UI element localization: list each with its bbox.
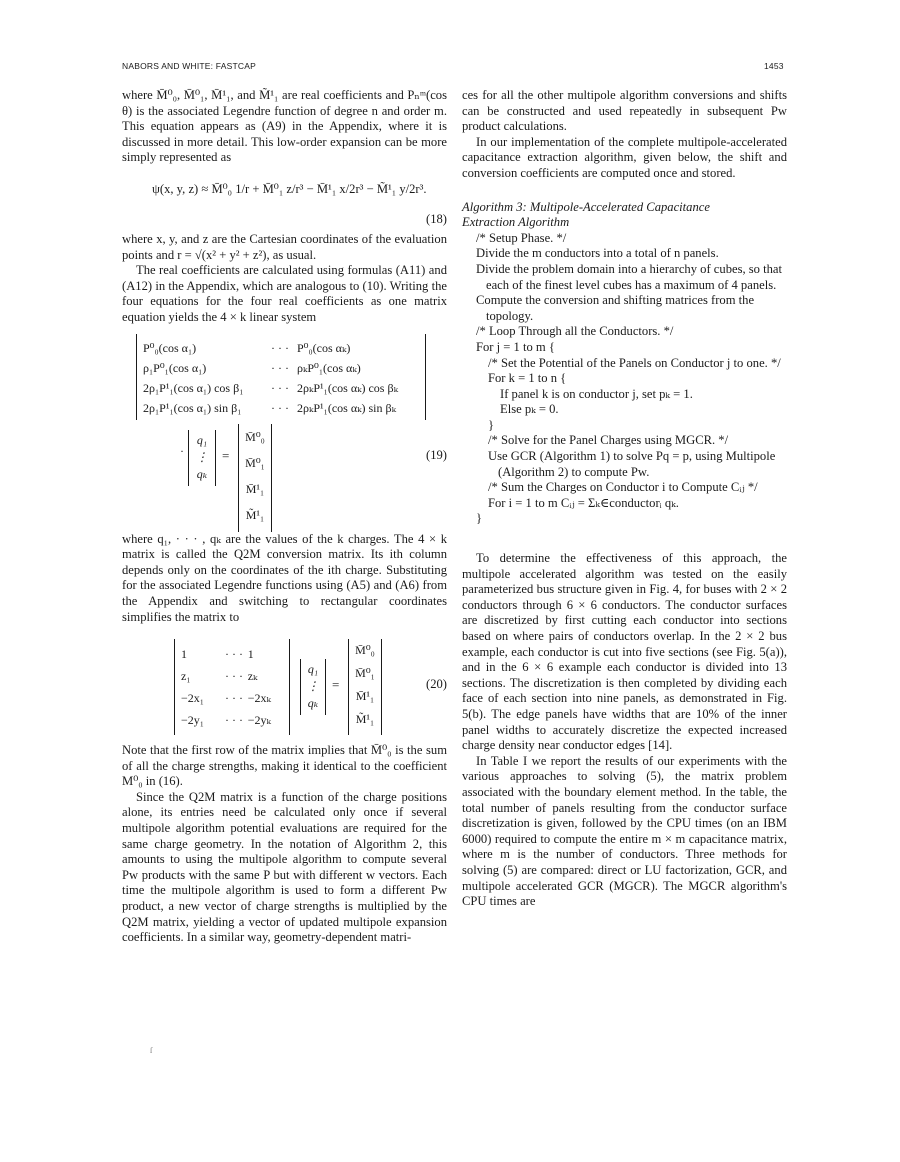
matrix-cell: · · · — [271, 400, 289, 415]
alg-line: /* Set the Potential of the Panels on Conductor j to one. */ — [488, 355, 781, 370]
matrix-cell: ρₖP⁰₁(cos αₖ) — [297, 360, 361, 375]
paragraph: To determine the effectiveness of this approach, the multipole accelerated algorithm was tested on the easily parameterized bus structure given in Fig. 4, for buses with 2 × 2 conductors through 6 × 6 conductors. The conductor surfaces are discretized by first cutting each conductor into sections based on where pairs of conductors overlap. In the 2 × 2 bus example, each conductor is cut into five sections (see Fig. 5(a)), and in the 6 × 6 example each conductor is divided into 13 sections. The discretization is then completed by dividing each face of each section into nine panels, as demonstrated in Fig. 5(b). The edge panels have widths that are 10% of the inner panel widths to accurately discretize the expected increased charge density near conductor edges [14]. — [462, 551, 787, 753]
alg-line: /* Loop Through all the Conductors. */ — [476, 324, 674, 339]
algorithm-title-line: Algorithm 3: Multipole-Accelerated Capacitance — [462, 199, 710, 214]
alg-line: Compute the conversion and shifting matrices from the topology. — [476, 293, 755, 323]
matrix-cell: · · · — [224, 669, 243, 684]
page-number: 1453 — [764, 61, 784, 71]
alg-line: } — [476, 511, 483, 526]
equation-number: (20) — [426, 677, 447, 692]
rect-matrix — [174, 639, 290, 735]
alg-line: Divide the problem domain into a hierarchy of cubes, so that each of the finest level cubes has a maximum of 4 panels. — [476, 261, 783, 292]
equation-19 — [122, 334, 447, 544]
matrix-row — [181, 665, 283, 687]
charge-vector — [300, 659, 326, 715]
multiply-dot: · — [180, 443, 184, 458]
paragraph: where q₁, · · · , qₖ are the values of the k charges. The 4 × k matrix is called the Q2M conversion matrix. Its ith column depends only on the coordinates of the ith charge. Substituting for the associated Legendre functions using (A5) and (A6) from the Appendix and switching to rectangular coordinates simplifies the matrix to — [122, 531, 447, 624]
matrix-cell: 2ρₖP¹₁(cos αₖ) cos βₖ — [297, 380, 398, 395]
scan-mark: ſ — [150, 1046, 153, 1055]
matrix-cell: 2ρ₁P¹₁(cos α₁) cos β₁ — [143, 380, 244, 395]
matrix-cell: 2ρₖP¹₁(cos αₖ) sin βₖ — [297, 400, 396, 415]
matrix-cell: P⁰₀(cos αₖ) — [297, 340, 351, 355]
coef-m01: M̄⁰₁ — [355, 666, 375, 681]
charge-vector — [188, 430, 216, 486]
alg-line: /* Solve for the Panel Charges using MGCR. */ — [488, 433, 729, 448]
alg-line: /* Setup Phase. */ — [476, 230, 567, 245]
right-column — [462, 88, 787, 910]
matrix-row — [143, 378, 419, 398]
algorithm-title — [462, 200, 787, 231]
coef-m01: M̄⁰₁ — [245, 455, 265, 470]
matrix-row — [143, 338, 419, 358]
paragraph: ces for all the other multipole algorithm conversions and shifts can be constructed and used repeatedly in subsequent Pw product calculations. — [462, 88, 787, 134]
vdots: ⋮ — [307, 679, 319, 694]
matrix-cell: · · · — [224, 691, 243, 706]
matrix-cell: z₁ — [181, 669, 191, 684]
charge-qk: qₖ — [196, 466, 208, 481]
equation-body: ψ(x, y, z) ≈ M̄⁰₀ 1/r + M̄⁰₁ z/r³ − M̄¹₁ x/2r³ − M̃¹₁ y/2r³. — [152, 181, 427, 196]
alg-line: For i = 1 to m Cᵢⱼ = Σₖ∈conductorᵢ qₖ. — [488, 495, 679, 510]
q2m-matrix — [136, 334, 426, 420]
matrix-cell: −2y₁ — [181, 713, 204, 728]
matrix-row — [181, 643, 283, 665]
equals-sign: = — [332, 677, 340, 693]
coef-m11-tilde: M̃¹₁ — [355, 712, 375, 727]
algorithm-title-line: Extraction Algorithm — [462, 215, 570, 230]
equation-20 — [122, 639, 447, 739]
alg-line: Else pₖ = 0. — [500, 402, 559, 417]
matrix-cell: · · · — [271, 380, 289, 395]
coef-m11-tilde: M̃¹₁ — [245, 507, 265, 522]
alg-line: /* Sum the Charges on Conductor i to Compute Cᵢⱼ */ — [488, 480, 758, 495]
coef-m00: M̄⁰₀ — [245, 429, 265, 444]
paragraph: where x, y, and z are the Cartesian coordinates of the evaluation points and r = √(x² + y² + z²), as usual. — [122, 231, 447, 262]
matrix-cell: · · · — [271, 340, 289, 355]
paragraph: where M̄⁰₀, M̄⁰₁, M̄¹₁, and M̃¹₁ are real coefficients and Pₙᵐ(cos θ) is the associated Legendre function of degree n and order m. This equation appears as (A9) in the Appendix, where it is discussed in more detail. This low-order expansion can be more simply represented as — [122, 88, 447, 165]
paragraph: In Table I we report the results of our experiments with the various approaches to solving (5), the matrix problem associated with the boundary element method. In the table, the total number of panels resulting from the conductor surface discretization is given, followed by the CPU times (on an IBM 6000) required to compute the entire m × m capacitance matrix, where m is the number of conductors. Three methods for solving (5) are compared: direct or LU factorization, GCR, and multipole accelerated GCR (MGCR). The MGCR algorithm's CPU times are — [462, 753, 787, 909]
charge-q1: q₁ — [196, 432, 208, 447]
equation-number: (19) — [426, 447, 447, 462]
coefficient-vector — [238, 424, 272, 532]
running-header: NABORS AND WHITE: FASTCAP — [122, 61, 256, 71]
matrix-cell: · · · — [224, 713, 243, 728]
algorithm-listing — [462, 231, 787, 527]
matrix-cell: 1 — [247, 647, 254, 662]
paragraph: In our implementation of the complete multipole-accelerated capacitance extraction algorithm, given below, the shift and conversion coefficients are computed once and stored. — [462, 134, 787, 180]
equals-sign: = — [222, 447, 230, 463]
alg-line: For j = 1 to m { — [476, 339, 555, 354]
coef-m00: M̄⁰₀ — [355, 643, 375, 658]
equation-18 — [122, 172, 447, 226]
charge-qk: qₖ — [307, 696, 319, 711]
matrix-cell: 2ρ₁P¹₁(cos α₁) sin β₁ — [143, 400, 242, 415]
alg-line: Use GCR (Algorithm 1) to solve Pq = p, using Multipole (Algorithm 2) to compute Pw. — [488, 449, 776, 479]
matrix-row — [181, 709, 283, 731]
matrix-cell: zₖ — [247, 669, 258, 684]
alg-line: Divide the m conductors into a total of n panels. — [476, 246, 719, 261]
matrix-cell: ρ₁P⁰₁(cos α₁) — [143, 360, 207, 375]
coef-m11: M̄¹₁ — [355, 689, 375, 704]
matrix-row — [143, 398, 419, 418]
paragraph: Note that the first row of the matrix implies that M̄⁰₀ is the sum of all the charge strengths, making it identical to the coefficient M⁰₀ in (16). — [122, 743, 447, 789]
alg-line: If panel k is on conductor j, set pₖ = 1. — [500, 386, 693, 401]
coef-m11: M̄¹₁ — [245, 481, 265, 496]
paragraph: Since the Q2M matrix is a function of the charge positions alone, its entries need be calculated only once if several multipole algorithm potential evaluations are required for the same charge geometry. In the notation of Algorithm 2, this amounts to using the multipole algorithm to compute several Pw products with the same P but with different w vectors. Each time the multipole algorithm is used to form a different Pw product, a new vector of charge strengths is multiplied by the Q2M matrix, yielding a vector of updated multipole expansion coefficients. In a similar way, geometry-dependent matri- — [122, 789, 447, 945]
matrix-cell: −2yₖ — [247, 713, 271, 728]
matrix-row — [181, 687, 283, 709]
matrix-cell: · · · — [224, 647, 243, 662]
alg-line: } — [488, 417, 495, 432]
matrix-cell: −2x₁ — [181, 691, 204, 706]
coefficient-vector — [348, 639, 382, 735]
matrix-cell: · · · — [271, 360, 289, 375]
matrix-cell: P⁰₀(cos α₁) — [143, 340, 197, 355]
paragraph: The real coefficients are calculated using formulas (A11) and (A12) in the Appendix, which are analogous to (10). Writing the four equations for the four real coefficients as one matrix equation yields the 4 × k linear system — [122, 263, 447, 324]
matrix-row — [143, 358, 419, 378]
vdots: ⋮ — [196, 449, 208, 464]
charge-q1: q₁ — [307, 662, 319, 677]
equation-number: (18) — [426, 211, 447, 226]
left-column — [122, 88, 447, 946]
matrix-cell: 1 — [181, 647, 187, 662]
alg-line: For k = 1 to n { — [488, 371, 567, 386]
matrix-cell: −2xₖ — [247, 691, 271, 706]
